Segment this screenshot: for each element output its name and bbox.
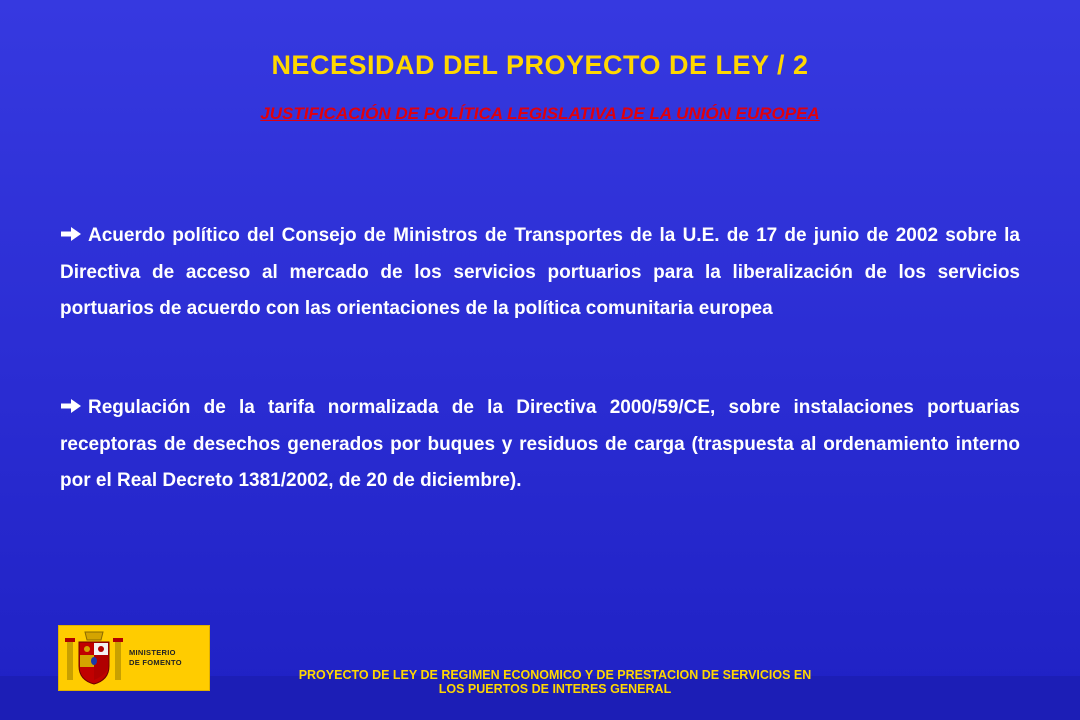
- bullet-text: Acuerdo político del Consejo de Ministros de Transportes de la U.E. de 17 de junio de 2002 sobre la Directiva de acceso al mercado de los servicios portuarios para la liberalización de los servicios portuarios de acuerdo con las orientaciones de la política comunitaria europea: [60, 225, 1020, 319]
- arrow-right-icon: [60, 398, 82, 414]
- arrow-right-icon: [60, 226, 82, 242]
- coat-of-arms-icon: [65, 630, 123, 686]
- footer-line-2: LOS PUERTOS DE INTERES GENERAL: [438, 682, 672, 696]
- ministerio-de-fomento-logo: [58, 625, 210, 691]
- bullet-text: Regulación de la tarifa normalizada de la Directiva 2000/59/CE, sobre instalaciones portuarias receptoras de desechos generados por buques y residuos de carga (traspuesta al ordenamiento interno por el Real Decreto 1381/2002, de 20 de diciembre).: [60, 397, 1020, 491]
- slide-subtitle: JUSTIFICACIÓN DE POLÍTICA LEGISLATIVA DE LA UNIÓN EUROPEA: [260, 104, 820, 123]
- logo-text: MINISTERIO DE FOMENTO: [129, 648, 182, 667]
- footer-text: [200, 668, 910, 696]
- bullet-item: [60, 218, 1020, 328]
- bullet-item: [60, 390, 1020, 500]
- footer-line-1: PROYECTO DE LEY DE REGIMEN ECONOMICO Y DE PRESTACION DE SERVICIOS EN: [298, 668, 812, 682]
- slide-title: NECESIDAD DEL PROYECTO DE LEY / 2: [271, 50, 809, 80]
